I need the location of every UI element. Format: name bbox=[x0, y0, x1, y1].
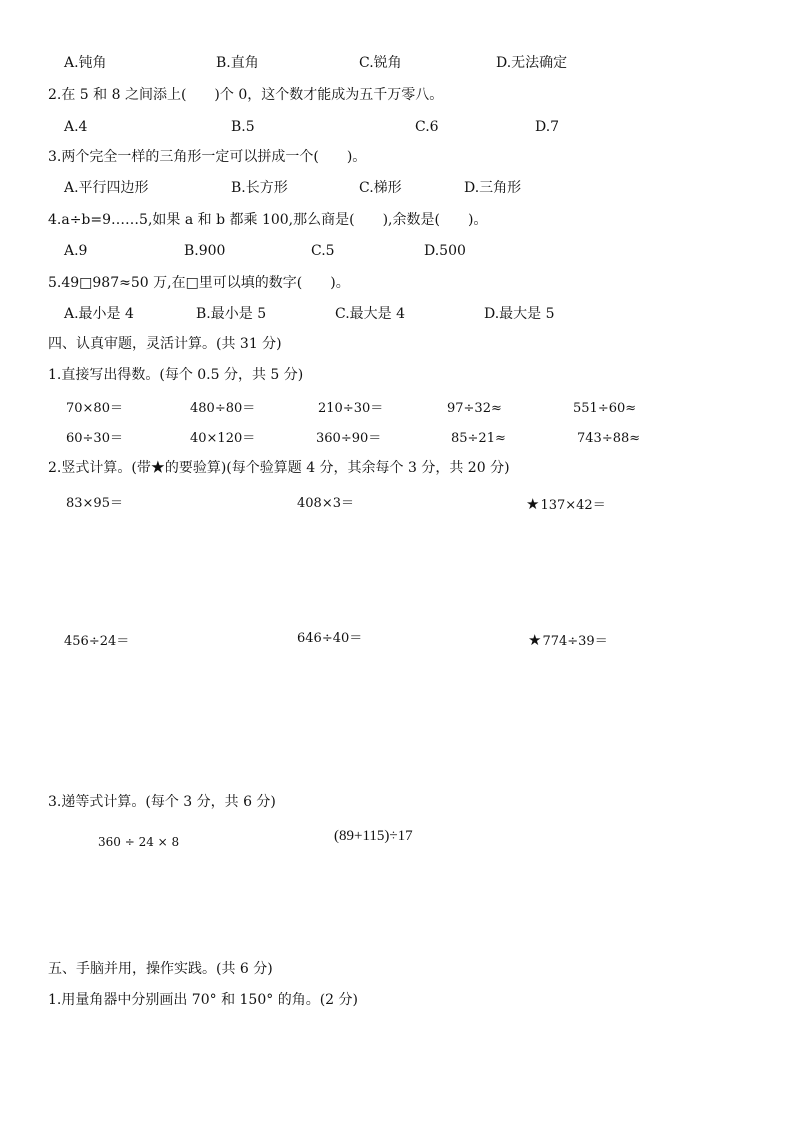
q4-option-a[interactable]: A.9 bbox=[64, 243, 88, 259]
section5-part1: 1.用量角器中分别画出 70° 和 150° 的角。(2 分) bbox=[48, 992, 358, 1008]
vertical-calc-starred bbox=[528, 633, 608, 648]
q1-option-c[interactable]: C.锐角 bbox=[359, 55, 402, 71]
direct-calc-item: 40×120＝ bbox=[190, 431, 256, 446]
direct-calc-item: 70×80＝ bbox=[66, 401, 123, 416]
q1-option-d[interactable]: D.无法确定 bbox=[496, 55, 568, 71]
section4-part3-title: 3.递等式计算。(每个 3 分，共 6 分) bbox=[48, 794, 276, 810]
q2-option-b[interactable]: B.5 bbox=[231, 119, 255, 135]
vertical-calc-item: 774÷39＝ bbox=[542, 634, 608, 649]
q3-option-b[interactable]: B.长方形 bbox=[231, 180, 288, 196]
q2-stem: 2.在 5 和 8 之间添上( )个 0，这个数才能成为五千万零八。 bbox=[48, 87, 444, 103]
section4-part1-title: 1.直接写出得数。(每个 0.5 分，共 5 分) bbox=[48, 367, 304, 383]
direct-calc-item: 97÷32≈ bbox=[447, 401, 502, 416]
q5-option-b[interactable]: B.最小是 5 bbox=[196, 306, 267, 322]
direct-calc-item: 210÷30＝ bbox=[318, 401, 384, 416]
step-calc-item: (89+115)÷17 bbox=[334, 828, 413, 844]
direct-calc-item: 60÷30＝ bbox=[66, 431, 123, 446]
section5-heading: 五、手脑并用，操作实践。(共 6 分) bbox=[48, 961, 273, 977]
q2-option-c[interactable]: C.6 bbox=[415, 119, 439, 135]
direct-calc-item: 743÷88≈ bbox=[577, 431, 641, 446]
q5-option-d[interactable]: D.最大是 5 bbox=[484, 306, 555, 322]
star-icon: ★ bbox=[528, 631, 542, 649]
section4-part2-title: 2.竖式计算。(带★的要验算)(每个验算题 4 分，其余每个 3 分，共 20 分) bbox=[48, 460, 510, 476]
q3-stem: 3.两个完全一样的三角形一定可以拼成一个( )。 bbox=[48, 149, 367, 165]
vertical-calc-item: 646÷40＝ bbox=[297, 631, 363, 646]
direct-calc-item: 551÷60≈ bbox=[573, 401, 637, 416]
q3-option-d[interactable]: D.三角形 bbox=[464, 180, 522, 196]
vertical-calc-item: 408×3＝ bbox=[297, 496, 354, 511]
q3-option-c[interactable]: C.梯形 bbox=[359, 180, 402, 196]
direct-calc-item: 360÷90＝ bbox=[316, 431, 382, 446]
q4-option-b[interactable]: B.900 bbox=[184, 243, 226, 259]
vertical-calc-starred bbox=[526, 497, 606, 512]
step-calc-item: 360 ÷ 24 × 8 bbox=[98, 835, 180, 849]
section4-heading: 四、认真审题，灵活计算。(共 31 分) bbox=[48, 336, 282, 352]
q5-option-c[interactable]: C.最大是 4 bbox=[335, 306, 406, 322]
vertical-calc-item: 83×95＝ bbox=[66, 496, 123, 511]
star-icon: ★ bbox=[526, 495, 540, 513]
q4-option-c[interactable]: C.5 bbox=[311, 243, 335, 259]
direct-calc-item: 480÷80＝ bbox=[190, 401, 256, 416]
q2-option-a[interactable]: A.4 bbox=[64, 119, 88, 135]
vertical-calc-item: 137×42＝ bbox=[540, 498, 606, 513]
q4-option-d[interactable]: D.500 bbox=[424, 243, 466, 259]
direct-calc-item: 85÷21≈ bbox=[451, 431, 506, 446]
q3-option-a[interactable]: A.平行四边形 bbox=[64, 180, 149, 196]
q4-stem: 4.a÷b=9……5,如果 a 和 b 都乘 100,那么商是( ),余数是( )。 bbox=[48, 212, 488, 228]
q1-option-b[interactable]: B.直角 bbox=[216, 55, 259, 71]
q5-option-a[interactable]: A.最小是 4 bbox=[64, 306, 134, 322]
vertical-calc-item: 456÷24＝ bbox=[64, 634, 130, 649]
q5-stem: 5.49□987≈50 万,在□里可以填的数字( )。 bbox=[48, 275, 350, 291]
q1-option-a[interactable]: A.钝角 bbox=[64, 55, 107, 71]
q2-option-d[interactable]: D.7 bbox=[535, 119, 560, 135]
